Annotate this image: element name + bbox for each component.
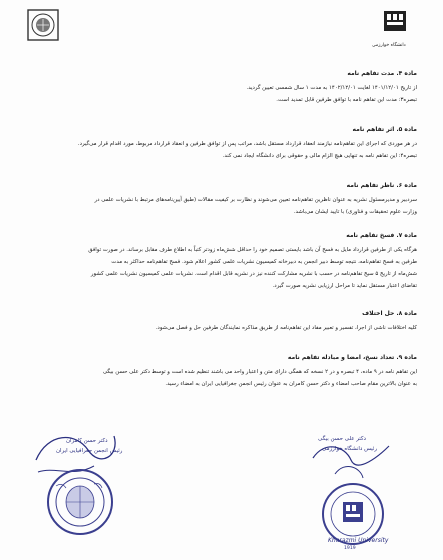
section-7-title: ماده ۷. فسخ تفاهم نامه (346, 232, 417, 239)
section-9-title: ماده ۹. تعداد نسخ، امضا و مبادله تفاهم نامه (287, 354, 417, 361)
section-6-title: ماده ۶. ناظر تفاهم نامه (346, 182, 417, 189)
logo-caption: دانشگاه خوارزمی (372, 43, 406, 48)
section-7-line-2: طرفین به فسخ تفاهم‌نامه، نتیجه توسط دبیر انجمن به دبیرخانه کمیسیون نشریات علمی کشور اعلام شود. فسخ تفاهم‌نامه حداکثر به مدت (111, 259, 417, 265)
right-signer-name: دکتر علی حسن بیگی (318, 436, 366, 442)
stamp-year: 1919 (344, 546, 356, 551)
right-signer-role: رئیس دانشگاه خوارزمی (322, 446, 377, 452)
section-7-line-3: شش‌ماه از تاریخ ۵ سیخ تفاهم‌نامه در حسب با نشریه مشارکت کننده نیز در نشریه قابل اقدام است. نشریات علمی کمیسیون نشریات علمی کشور (90, 271, 417, 277)
section-5-title: ماده ۵. اثر تفاهم نامه (352, 126, 417, 133)
section-8-line-1: کلیه اختلافات ناشی از اجرا، تفسیر و تعبیر مفاد این تفاهم‌نامه از طریق مذاکره نمایندگان طرفین حل و فصل می‌شود. (155, 325, 417, 331)
university-logo-icon (378, 8, 412, 42)
section-9-line-2: به عنوان بالاترین مقام صاحب امضاء و دکتر حسن کامران به عنوان رئیس انجمن جغرافیایی ایران به امضاء رسید. (165, 381, 417, 387)
section-7-line-4: تقاضای اعتبار مستقل نماید تا مراحل ارزیابی نشریه صورت گیرد. (272, 283, 417, 289)
section-8-title: ماده ۸. حل اختلاف (362, 310, 417, 317)
stamp-university-text: Kharazmi University (328, 537, 389, 544)
section-7-line-1: هرگاه یکی از طرفین قرارداد مایل به فسخ آن باشد بایستی تصمیم خود را حداقل شش‌ماه زودتر کتباً به اطلاع طرف مقابل برساند. در صورت توافق (88, 247, 417, 253)
section-6-line-2: وزارت علوم تحقیقات و فناوری) با تایید ایشان می‌باشد. (293, 209, 417, 215)
left-signer-name: دکتر حسن کامران (66, 438, 108, 444)
section-6-line-1: سردبیر و مدیرمسئول نشریه به عنوان ناظرین تفاهم‌نامه تعیین می‌شوند و نظارت بر کیفیت مقالات (طبق آیین‌نامه‌های مرتبط با نشریات علمی در (94, 197, 417, 203)
section-4-line-2: تبصره۳: مدت این تفاهم نامه با توافق طرفین قابل تمدید است. (276, 97, 417, 103)
section-4-title: ماده ۴. مدت تفاهم نامه (347, 70, 417, 77)
left-signer-role: رئیس انجمن جغرافیایی ایران (56, 448, 123, 454)
section-5-line-2: تبصره۴: این تفاهم نامه به تنهایی هیچ الزام مالی و حقوقی برای دانشگاه ایجاد نمی کند. (222, 153, 417, 159)
section-5-line-1: در هر موردی که اجرای این تفاهم‌نامه نیازمند انعقاد قرارداد مستقل باشد، مراتب پس از توافق طرفین و انعقاد قرارداد مربوط، مورد اقدام قرار می‌گیرد. (77, 141, 417, 147)
section-4-line-1: از تاریخ ۱۴۰۱/۱۲/۰۱ لغایت ۱۴۰۲/۱۲/۰۱ به مدت ۱ سال شمسی تعیین گردید. (246, 85, 417, 91)
seal-logo-icon (26, 8, 60, 42)
section-9-line-1: این تفاهم نامه در ۹ ماده، ۴ تبصره و در ۲ نسخه که همگی دارای متن و اعتبار واحد می باشند تنظیم شده است و توسط دکتر علی حسن بیگی (102, 369, 417, 375)
